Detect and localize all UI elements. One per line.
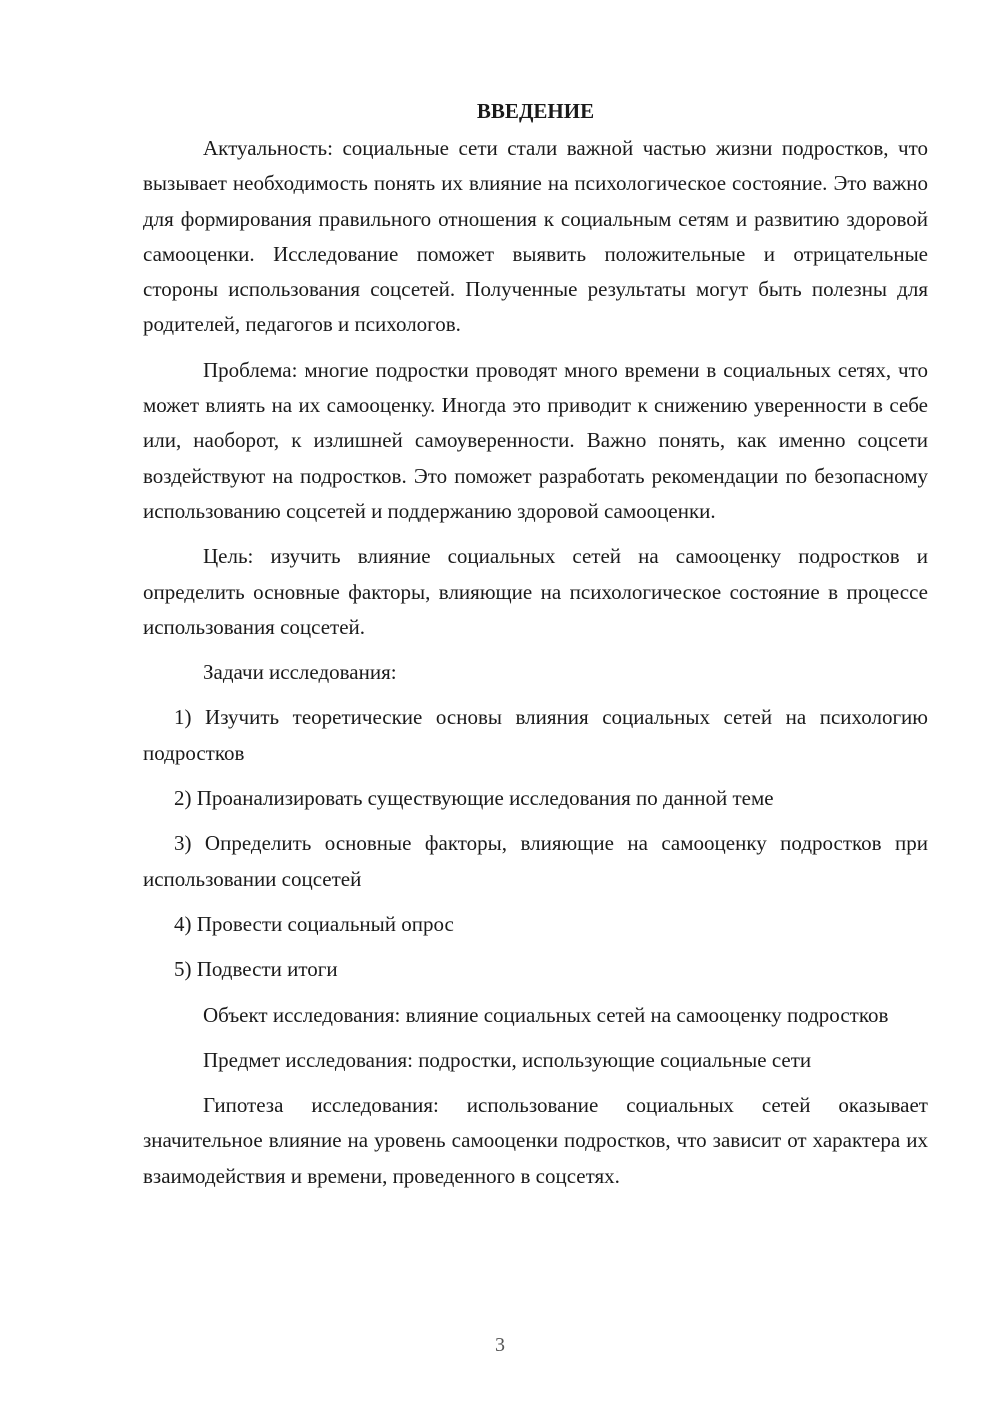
page-number: 3 — [495, 1334, 505, 1356]
paragraph-goal: Цель: изучить влияние социальных сетей на самооценку подростков и определить основные факторы, влияющие на психологическое состояние в процессе использования соцсетей. — [143, 544, 928, 639]
paragraph-tasks-heading: Задачи исследования: — [203, 660, 397, 685]
paragraph-problem: Проблема: многие подростки проводят много времени в социальных сетях, что может влиять на их самооценку. Иногда это приводит к снижению уверенности в себе или, наоборот, к излишней самоуверенности. Важно понять, как именно соцсети воздействуют на подростков. Это поможет разработать рекомендации по безопасному использованию соцсетей и поддержанию здоровой самооценки. — [143, 357, 928, 523]
section-title: ВВЕДЕНИЕ — [476, 99, 595, 123]
task-item-3: 3) Определить основные факторы, влияющие на самооценку подростков при использовании соцсетей — [143, 831, 928, 891]
task-item-1: 1) Изучить теоретические основы влияния социальных сетей на психологию подростков — [143, 705, 928, 765]
paragraph-subject: Предмет исследования: подростки, использующие социальные сети — [203, 1047, 812, 1072]
paragraph-hypothesis: Гипотеза исследования: использование социальных сетей оказывает значительное влияние на уровень самооценки подростков, что зависит от характера их взаимодействия и времени, проведенного в соцсетях. — [143, 1093, 928, 1188]
task-item-5: 5) Подвести итоги — [174, 957, 338, 982]
document-page — [143, 96, 928, 1204]
task-item-2: 2) Проанализировать существующие исследования по данной теме — [174, 786, 774, 811]
paragraph-relevance: Актуальность: социальные сети стали важной частью жизни подростков, что вызывает необходимость понять их влияние на психологическое состояние. Это важно для формирования правильного отношения к социальным сетям и развитию здоровой самооценки. Исследование поможет выявить положительные и отрицательные стороны использования соцсетей. Полученные результаты могут быть полезны для родителей, педагогов и психологов. — [143, 136, 928, 337]
task-item-4: 4) Провести социальный опрос — [174, 911, 454, 936]
paragraph-object: Объект исследования: влияние социальных сетей на самооценку подростков — [203, 1002, 889, 1027]
